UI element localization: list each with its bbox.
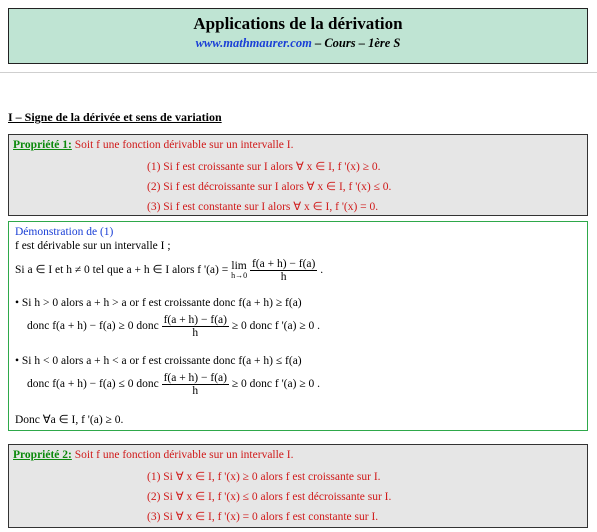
limit-word: lim: [231, 259, 247, 272]
page-subtitle: [9, 36, 587, 51]
demo-bullet-1-text: donc f(a + h) − f(a) ≥ 0 donc: [27, 320, 162, 333]
page-title: Applications de la dérivation: [193, 14, 403, 33]
property-2-box: [8, 444, 588, 528]
property-1-box: [8, 134, 588, 216]
demo-line-2: [15, 258, 323, 283]
fraction-numerator: f(a + h) − f(a): [163, 372, 227, 384]
property-1-intro: Soit f une fonction dérivable sur un intervalle I.: [71, 139, 294, 151]
demo-bullet-1: • Si h > 0 alors a + h > a or f est croissante donc f(a + h) ≥ f(a): [15, 297, 302, 309]
page-header: [8, 8, 588, 64]
property-2-intro: Soit f une fonction dérivable sur un intervalle I.: [71, 449, 294, 461]
demo-bullet-2-conclusion: [27, 372, 320, 397]
property-1-item: (2) Si f est décroissante sur I alors ∀ x ∈ I, f '(x) ≤ 0.: [147, 181, 392, 193]
fraction-numerator: f(a + h) − f(a): [163, 314, 227, 326]
divider: [0, 72, 597, 73]
demo-line-2-text: Si a ∈ I et h ≠ 0 tel que a + h ∈ I alors f '(a) =: [15, 264, 232, 277]
limit-subscript: h→0: [231, 271, 248, 281]
demo-line-1: f est dérivable sur un intervalle I ;: [15, 240, 171, 252]
demo-line-2-end: .: [317, 264, 324, 277]
demo-bullet-1-end: ≥ 0 donc f '(a) ≥ 0 .: [228, 320, 321, 333]
property-1-label: Propriété 1:: [13, 139, 72, 151]
property-2-item: (2) Si ∀ x ∈ I, f '(x) ≤ 0 alors f est décroissante sur I.: [147, 491, 392, 503]
demonstration-box: [8, 221, 588, 431]
difference-quotient: [162, 372, 229, 397]
property-2-item: (3) Si ∀ x ∈ I, f '(x) = 0 alors f est constante sur I.: [147, 511, 379, 523]
difference-quotient: [162, 314, 229, 339]
property-1-item: (3) Si f est constante sur I alors ∀ x ∈ I, f '(x) = 0.: [147, 201, 379, 213]
demonstration-title: Démonstration de (1): [15, 226, 114, 238]
limit-expression: [231, 261, 247, 281]
demo-bullet-2: • Si h < 0 alors a + h < a or f est croissante donc f(a + h) ≤ f(a): [15, 355, 302, 367]
property-1-item: (1) Si f est croissante sur I alors ∀ x ∈ I, f '(x) ≥ 0.: [147, 161, 381, 173]
subtitle-rest: – Cours – 1ère S: [311, 36, 401, 50]
fraction-numerator: f(a + h) − f(a): [251, 258, 316, 270]
demo-bullet-2-text: donc f(a + h) − f(a) ≤ 0 donc: [27, 378, 162, 391]
property-2-item: (1) Si ∀ x ∈ I, f '(x) ≥ 0 alors f est croissante sur I.: [147, 471, 381, 483]
property-1-header: [13, 139, 294, 151]
section-title: I – Signe de la dérivée et sens de variation: [8, 110, 222, 124]
derivative-fraction: [250, 258, 317, 283]
demo-conclusion: Donc ∀a ∈ I, f '(a) ≥ 0.: [15, 414, 124, 426]
site-url[interactable]: www.mathmaurer.com: [195, 36, 312, 50]
property-2-header: [13, 449, 294, 461]
fraction-denominator: h: [192, 385, 199, 397]
property-2-label: Propriété 2:: [13, 449, 72, 461]
demo-bullet-1-conclusion: [27, 314, 320, 339]
fraction-denominator: h: [192, 327, 199, 339]
demo-bullet-2-end: ≥ 0 donc f '(a) ≥ 0 .: [228, 378, 321, 391]
fraction-denominator: h: [280, 271, 287, 283]
